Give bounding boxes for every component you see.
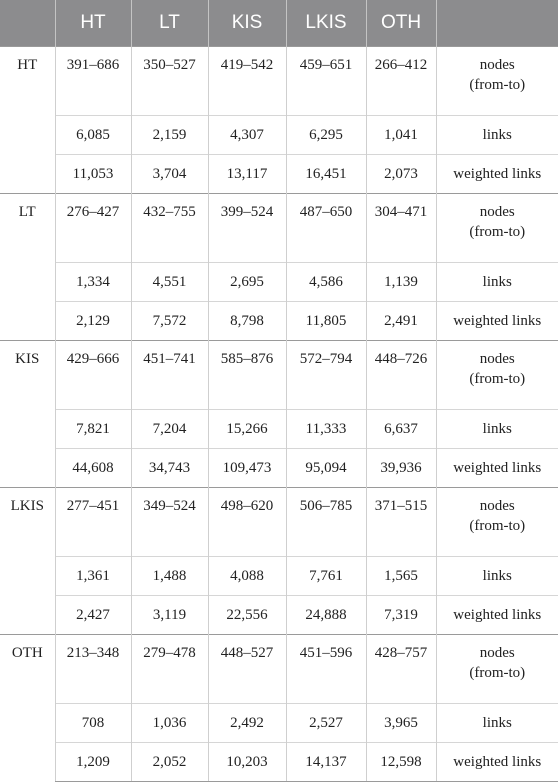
metric-label: nodes (from-to)	[436, 635, 558, 704]
metric-label: weighted links	[436, 155, 558, 194]
cell-oth: 6,637	[366, 410, 436, 449]
cell-ht: 391–686	[55, 47, 131, 116]
cell-lkis: 11,805	[286, 302, 366, 341]
cell-lt: 7,572	[131, 302, 208, 341]
cell-oth: 1,139	[366, 263, 436, 302]
cell-ht: 276–427	[55, 194, 131, 263]
metric-label: links	[436, 116, 558, 155]
cell-lt: 432–755	[131, 194, 208, 263]
cell-lt: 3,704	[131, 155, 208, 194]
cell-ht: 6,085	[55, 116, 131, 155]
cell-lkis: 572–794	[286, 341, 366, 410]
table-row-lt-links	[0, 263, 558, 302]
cell-ht: 44,608	[55, 449, 131, 488]
header-metric	[436, 0, 558, 47]
cell-lt: 2,159	[131, 116, 208, 155]
cell-lt: 1,488	[131, 557, 208, 596]
cell-ht: 1,209	[55, 743, 131, 782]
group-label-oth: OTH	[0, 635, 55, 782]
cell-lt: 349–524	[131, 488, 208, 557]
cell-lt: 451–741	[131, 341, 208, 410]
cell-oth: 2,491	[366, 302, 436, 341]
cell-lt: 3,119	[131, 596, 208, 635]
cell-lt: 350–527	[131, 47, 208, 116]
metric-label: nodes (from-to)	[436, 194, 558, 263]
table-row-oth-nodes	[0, 635, 558, 704]
cell-lkis: 6,295	[286, 116, 366, 155]
cell-lt: 4,551	[131, 263, 208, 302]
cell-lkis: 451–596	[286, 635, 366, 704]
cell-ht: 708	[55, 704, 131, 743]
cell-lkis: 2,527	[286, 704, 366, 743]
cell-kis: 585–876	[208, 341, 286, 410]
cell-oth: 266–412	[366, 47, 436, 116]
cell-ht: 213–348	[55, 635, 131, 704]
metric-label: nodes (from-to)	[436, 341, 558, 410]
table-row-kis-links	[0, 410, 558, 449]
table-row-ht-links	[0, 116, 558, 155]
cell-oth: 2,073	[366, 155, 436, 194]
metric-label: links	[436, 704, 558, 743]
cell-oth: 1,565	[366, 557, 436, 596]
metric-label: links	[436, 410, 558, 449]
table-row-oth-links	[0, 704, 558, 743]
cell-lkis: 487–650	[286, 194, 366, 263]
table-header	[0, 0, 558, 47]
metric-label: weighted links	[436, 449, 558, 488]
cell-oth: 3,965	[366, 704, 436, 743]
metric-label: weighted links	[436, 743, 558, 782]
group-label-ht: HT	[0, 47, 55, 194]
cell-oth: 304–471	[366, 194, 436, 263]
table-row-lt-nodes	[0, 194, 558, 263]
metric-label: weighted links	[436, 596, 558, 635]
cell-lt: 34,743	[131, 449, 208, 488]
cell-kis: 399–524	[208, 194, 286, 263]
header-lt: LT	[131, 0, 208, 47]
cell-lkis: 459–651	[286, 47, 366, 116]
cell-lkis: 7,761	[286, 557, 366, 596]
table-row-lkis-links	[0, 557, 558, 596]
table-row-oth-weighted-links	[0, 743, 558, 782]
cell-lkis: 4,586	[286, 263, 366, 302]
cell-oth: 448–726	[366, 341, 436, 410]
table-row-lt-weighted-links	[0, 302, 558, 341]
cell-lkis: 95,094	[286, 449, 366, 488]
cell-lt: 7,204	[131, 410, 208, 449]
cell-lkis: 24,888	[286, 596, 366, 635]
cell-lt: 1,036	[131, 704, 208, 743]
table-row-lkis-weighted-links	[0, 596, 558, 635]
cell-kis: 15,266	[208, 410, 286, 449]
table-row-ht-weighted-links	[0, 155, 558, 194]
cell-oth: 1,041	[366, 116, 436, 155]
cell-kis: 109,473	[208, 449, 286, 488]
metric-label: weighted links	[436, 302, 558, 341]
table-row-lkis-nodes	[0, 488, 558, 557]
cell-ht: 1,334	[55, 263, 131, 302]
cell-kis: 2,695	[208, 263, 286, 302]
cell-ht: 1,361	[55, 557, 131, 596]
cell-lkis: 11,333	[286, 410, 366, 449]
cell-kis: 498–620	[208, 488, 286, 557]
cell-kis: 419–542	[208, 47, 286, 116]
cell-kis: 2,492	[208, 704, 286, 743]
cell-kis: 13,117	[208, 155, 286, 194]
cell-oth: 12,598	[366, 743, 436, 782]
cell-oth: 428–757	[366, 635, 436, 704]
cell-oth: 7,319	[366, 596, 436, 635]
metric-label: links	[436, 263, 558, 302]
header-oth: OTH	[366, 0, 436, 47]
cell-kis: 4,088	[208, 557, 286, 596]
header-corner-cell	[0, 0, 55, 47]
cell-oth: 371–515	[366, 488, 436, 557]
cell-lkis: 16,451	[286, 155, 366, 194]
metric-label: nodes (from-to)	[436, 488, 558, 557]
header-row	[0, 0, 558, 47]
cell-lkis: 506–785	[286, 488, 366, 557]
table-row-kis-weighted-links	[0, 449, 558, 488]
table-row-kis-nodes	[0, 341, 558, 410]
table-row-ht-nodes	[0, 47, 558, 116]
table-body	[0, 47, 558, 782]
cell-lt: 2,052	[131, 743, 208, 782]
cell-ht: 2,427	[55, 596, 131, 635]
cell-kis: 8,798	[208, 302, 286, 341]
header-kis: KIS	[208, 0, 286, 47]
cell-kis: 4,307	[208, 116, 286, 155]
cell-kis: 22,556	[208, 596, 286, 635]
cell-lt: 279–478	[131, 635, 208, 704]
metric-label: nodes (from-to)	[436, 47, 558, 116]
cell-ht: 2,129	[55, 302, 131, 341]
header-lkis: LKIS	[286, 0, 366, 47]
cell-lkis: 14,137	[286, 743, 366, 782]
cell-kis: 10,203	[208, 743, 286, 782]
header-ht: HT	[55, 0, 131, 47]
cell-ht: 277–451	[55, 488, 131, 557]
cell-ht: 11,053	[55, 155, 131, 194]
cell-ht: 429–666	[55, 341, 131, 410]
group-label-lt: LT	[0, 194, 55, 341]
cell-ht: 7,821	[55, 410, 131, 449]
group-label-kis: KIS	[0, 341, 55, 488]
cell-kis: 448–527	[208, 635, 286, 704]
group-label-lkis: LKIS	[0, 488, 55, 635]
metric-label: links	[436, 557, 558, 596]
cell-oth: 39,936	[366, 449, 436, 488]
